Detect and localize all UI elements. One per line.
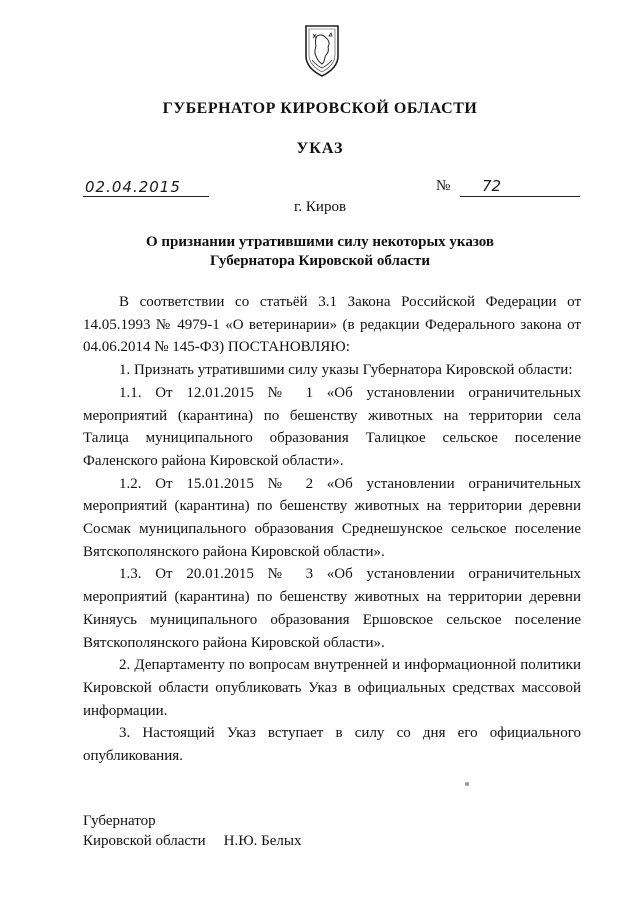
signatory-position: Губернатор	[83, 813, 156, 829]
signatory-position-line	[83, 831, 301, 851]
signature-block	[83, 811, 301, 851]
document-number: 72	[482, 177, 502, 195]
date-field	[83, 180, 209, 197]
number-field	[460, 177, 580, 197]
body-paragraph: 3. Настоящий Указ вступает в силу со дня его официального опубликования.	[83, 725, 581, 765]
city: г. Киров	[293, 199, 347, 215]
document-type: УКАЗ	[296, 140, 344, 157]
document-date: 02.04.2015	[85, 178, 181, 196]
body-paragraph: 1.3. От 20.01.2015 № 3 «Об установлении ограничительных мероприятий (карантина) по бешенству животных на территории деревни Киняусь муниципального образования Ершовское сельское поселение Вятскополянского района Кировской области».	[83, 566, 581, 651]
stray-mark	[465, 782, 469, 786]
signatory-name: Н.Ю. Белых	[223, 833, 302, 849]
body-paragraph: 1.1. От 12.01.2015 № 1 «Об установлении ограничительных мероприятий (карантина) по бешенству животных на территории села Талица муниципального образования Талицкое сельское поселение Фаленского района Кировской области».	[83, 384, 581, 469]
body-paragraph: В соответствии со статьёй 3.1 Закона Российской Федерации от 14.05.1993 № 4979-1 «О ветеринарии» (в редакции Федерального закона от 04.06.2014 № 145-ФЗ) ПОСТАНОВЛЯЮ:	[83, 294, 581, 356]
kirov-oblast-coat-of-arms-icon	[302, 22, 342, 78]
title-line: О признании утратившими силу некоторых указов	[146, 234, 494, 250]
title-line: Губернатора Кировской области	[209, 253, 431, 269]
body-paragraph: 1. Признать утратившими силу указы Губернатора Кировской области:	[119, 362, 573, 379]
body-paragraph: 2. Департаменту по вопросам внутренней и информационной политики Кировской области опубликовать Указ в официальных средствах массовой информации.	[83, 657, 581, 719]
body-paragraph: 1.2. От 15.01.2015 № 2 «Об установлении ограничительных мероприятий (карантина) по бешенству животных на территории деревни Сосмак муниципального образования Среднешунское сельское поселение Вятскополянского района Кировской области».	[83, 475, 581, 560]
signatory-region: Кировской области	[83, 833, 206, 849]
document-title	[90, 233, 550, 271]
document-body	[83, 291, 581, 768]
issuing-authority: ГУБЕРНАТОР КИРОВСКОЙ ОБЛАСТИ	[162, 100, 478, 117]
number-sign: №	[436, 178, 451, 194]
